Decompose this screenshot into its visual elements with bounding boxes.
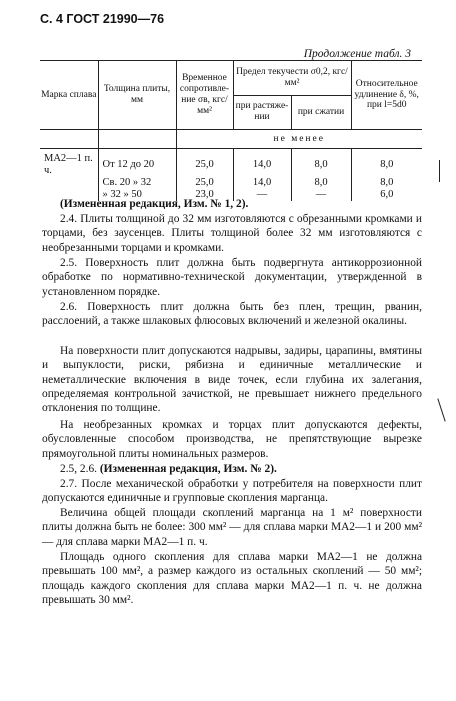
col-grade-header: Марка сплава (41, 89, 97, 100)
cell-strength: 23,0 (176, 189, 233, 201)
cell-elongation: 8,0 (351, 177, 422, 189)
cell-elongation: 6,0 (351, 189, 422, 201)
amendment-note-2 (42, 462, 422, 476)
cell-compression: 8,0 (291, 149, 351, 178)
col-yield-tension-header: при растяжении (233, 95, 291, 130)
col-thickness-header: Толщина плиты, мм (98, 61, 176, 130)
cell-grade (40, 177, 98, 189)
col-yield-header: Предел текучести σ0,2, кгс/мм² (233, 61, 351, 96)
cell-tension: 14,0 (233, 177, 291, 189)
table-continuation-label: Продолжение табл. 3 (303, 48, 411, 60)
page-header: С. 4 ГОСТ 21990—76 (40, 12, 165, 26)
margin-mark (439, 160, 440, 182)
paragraph-defects-allowed: На поверхности плит допускаются надрывы, задиры, царапины, вмятины и выпуклости, риски, рябизна и единичные металлические и неметаллические включения в виде точек, если глубина их залегания, определяемая контрольной зачисткой, не превышает нижнего предельного отклонения по толщине. (42, 345, 422, 415)
cell-thickness: » 32 » 50 (98, 189, 176, 201)
paragraph-manganese-area: Величина общей площади скоплений марганца на 1 м² поверхности плиты должна быть не более: 300 мм² — для сплава марки МА2—1 и 200 мм² — для сплава марки МА2—1 п. ч. (42, 507, 422, 548)
cell-tension: 14,0 (233, 149, 291, 178)
col-elongation-header: Относительное удлинение δ, %, при l=5d0 (351, 61, 422, 130)
cell-thickness: От 12 до 20 (98, 149, 176, 178)
col-yield-compression-header: при сжатии (291, 95, 351, 130)
paragraph-single-cluster: Площадь одного скопления для сплава марки МА2—1 не должна превышать 100 мм², а размер каждого из остальных скоплений — 50 мм²; площадь каждого скопления для сплава марки МА2—1 п. ч. не должна превышать 30 мм². (42, 551, 422, 606)
paragraph-2-4: 2.4. Плиты толщиной до 32 мм изготовляются с обрезанными кромками и торцами, без заусенцев. Плиты толщиной более 32 мм изготовляются с необрезанными торцами и кромками. (42, 213, 422, 254)
cell-thickness: Св. 20 » 32 (98, 177, 176, 189)
table-row (40, 149, 422, 178)
cell-compression: — (291, 189, 351, 201)
cell-compression: 8,0 (291, 177, 351, 189)
amendment-note: (Измененная редакция, Изм. № 1, 2). (60, 198, 249, 210)
paragraph-2-7: 2.7. После механической обработки у потребителя на поверхности плит допускаются единичные и групповые скопления марганца. (42, 478, 422, 505)
paragraph-edges: На необрезанных кромках и торцах плит допускаются дефекты, обусловленные способом производства, не препятствующие вырезке прямоугольной плиты номинальных размеров. (42, 419, 422, 460)
paragraph-2-6: 2.6. Поверхность плит должна быть без плен, трещин, рванин, расслоений, а также шлаковых флюсовых включений и железной окалины. (42, 301, 422, 328)
cell-strength: 25,0 (176, 149, 233, 178)
amendment-clause-numbers: 2.5, 2.6. (60, 463, 98, 475)
not-less-label: не менее (176, 130, 422, 149)
cell-tension: — (233, 189, 291, 201)
cell-strength: 25,0 (176, 177, 233, 189)
cell-grade: МА2—1 п. ч. (44, 153, 93, 177)
amendment-label: (Измененная редакция, Изм. № 2). (99, 463, 277, 475)
col-strength-header: Временное сопротивление σв, кгс/мм² (176, 61, 233, 130)
properties-table (40, 60, 422, 201)
cell-elongation: 8,0 (351, 149, 422, 178)
table-row (40, 177, 422, 189)
margin-mark (437, 398, 445, 421)
paragraph-2-5: 2.5. Поверхность плит должна быть подвергнута антикоррозионной обработке по нормативно-технической документации, утвержденной в установленном порядке. (42, 257, 422, 298)
